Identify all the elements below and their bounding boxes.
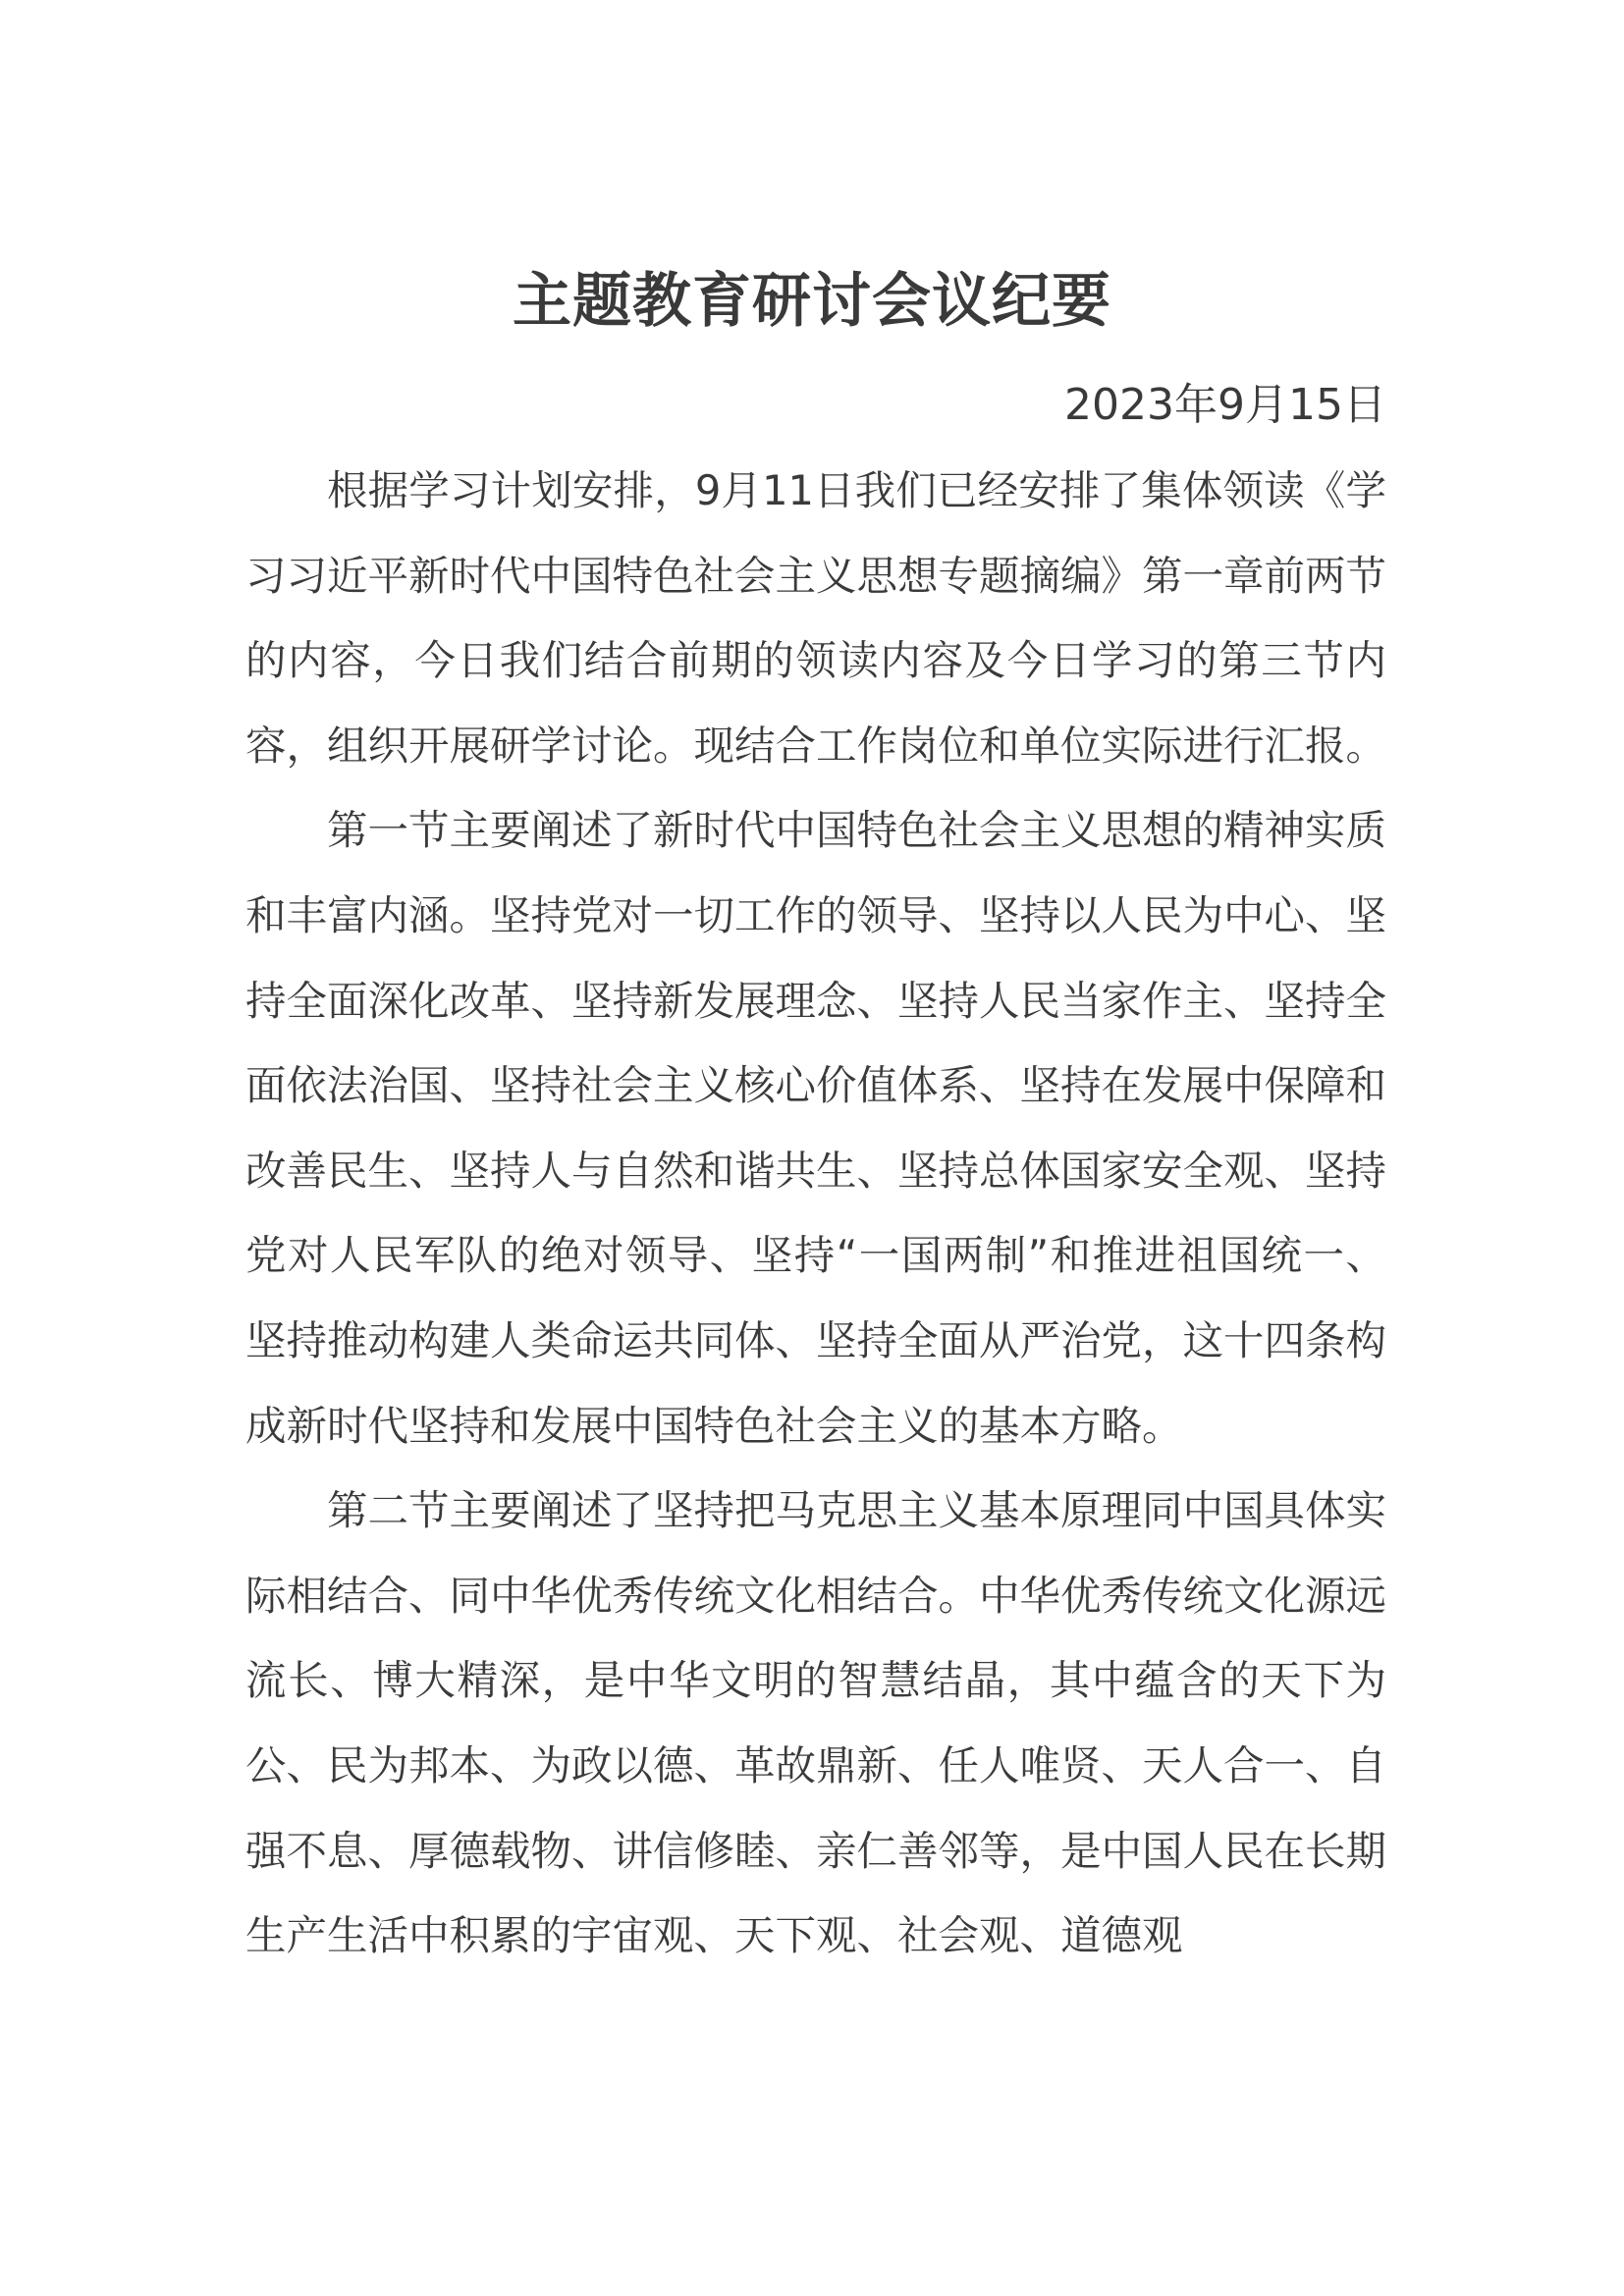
document-date: 2023年9月15日 [1064, 380, 1386, 430]
paragraph-section-two: 第二节主要阐述了坚持把马克思主义基本原理同中国具体实际相结合、同中华优秀传统文化相结合。中华优秀传统文化源远流长、博大精深，是中华文明的智慧结晶，其中蕴含的天下为公、民为邦本、为政以德、革故鼎新、任人唯贤、天人合一、自强不息、厚德载物、讲信修睦、亲仁善邻等，是中国人民在长期生产生活中积累的宇宙观、天下观、社会观、道德观 [245, 1486, 1387, 1960]
document-body [245, 449, 1386, 1979]
paragraph-intro: 根据学习计划安排，9月11日我们已经安排了集体领读《学习习近平新时代中国特色社会主义思想专题摘编》第一章前两节的内容，今日我们结合前期的领读内容及今日学习的第三节内容，组织开展研学讨论。现结合工作岗位和单位实际进行汇报。 [245, 466, 1387, 770]
document-title: 主题教育研讨会议纪要 [513, 267, 1111, 336]
paragraph-section-one: 第一节主要阐述了新时代中国特色社会主义思想的精神实质和丰富内涵。坚持党对一切工作的领导、坚持以人民为中心、坚持全面深化改革、坚持新发展理念、坚持人民当家作主、坚持全面依法治国、坚持社会主义核心价值体系、坚持在发展中保障和改善民生、坚持人与自然和谐共生、坚持总体国家安全观、坚持党对人民军队的绝对领导、坚持“一国两制”和推进祖国统一、坚持推动构建人类命运共同体、坚持全面从严治党，这十四条构成新时代坚持和发展中国特色社会主义的基本方略。 [245, 806, 1387, 1450]
